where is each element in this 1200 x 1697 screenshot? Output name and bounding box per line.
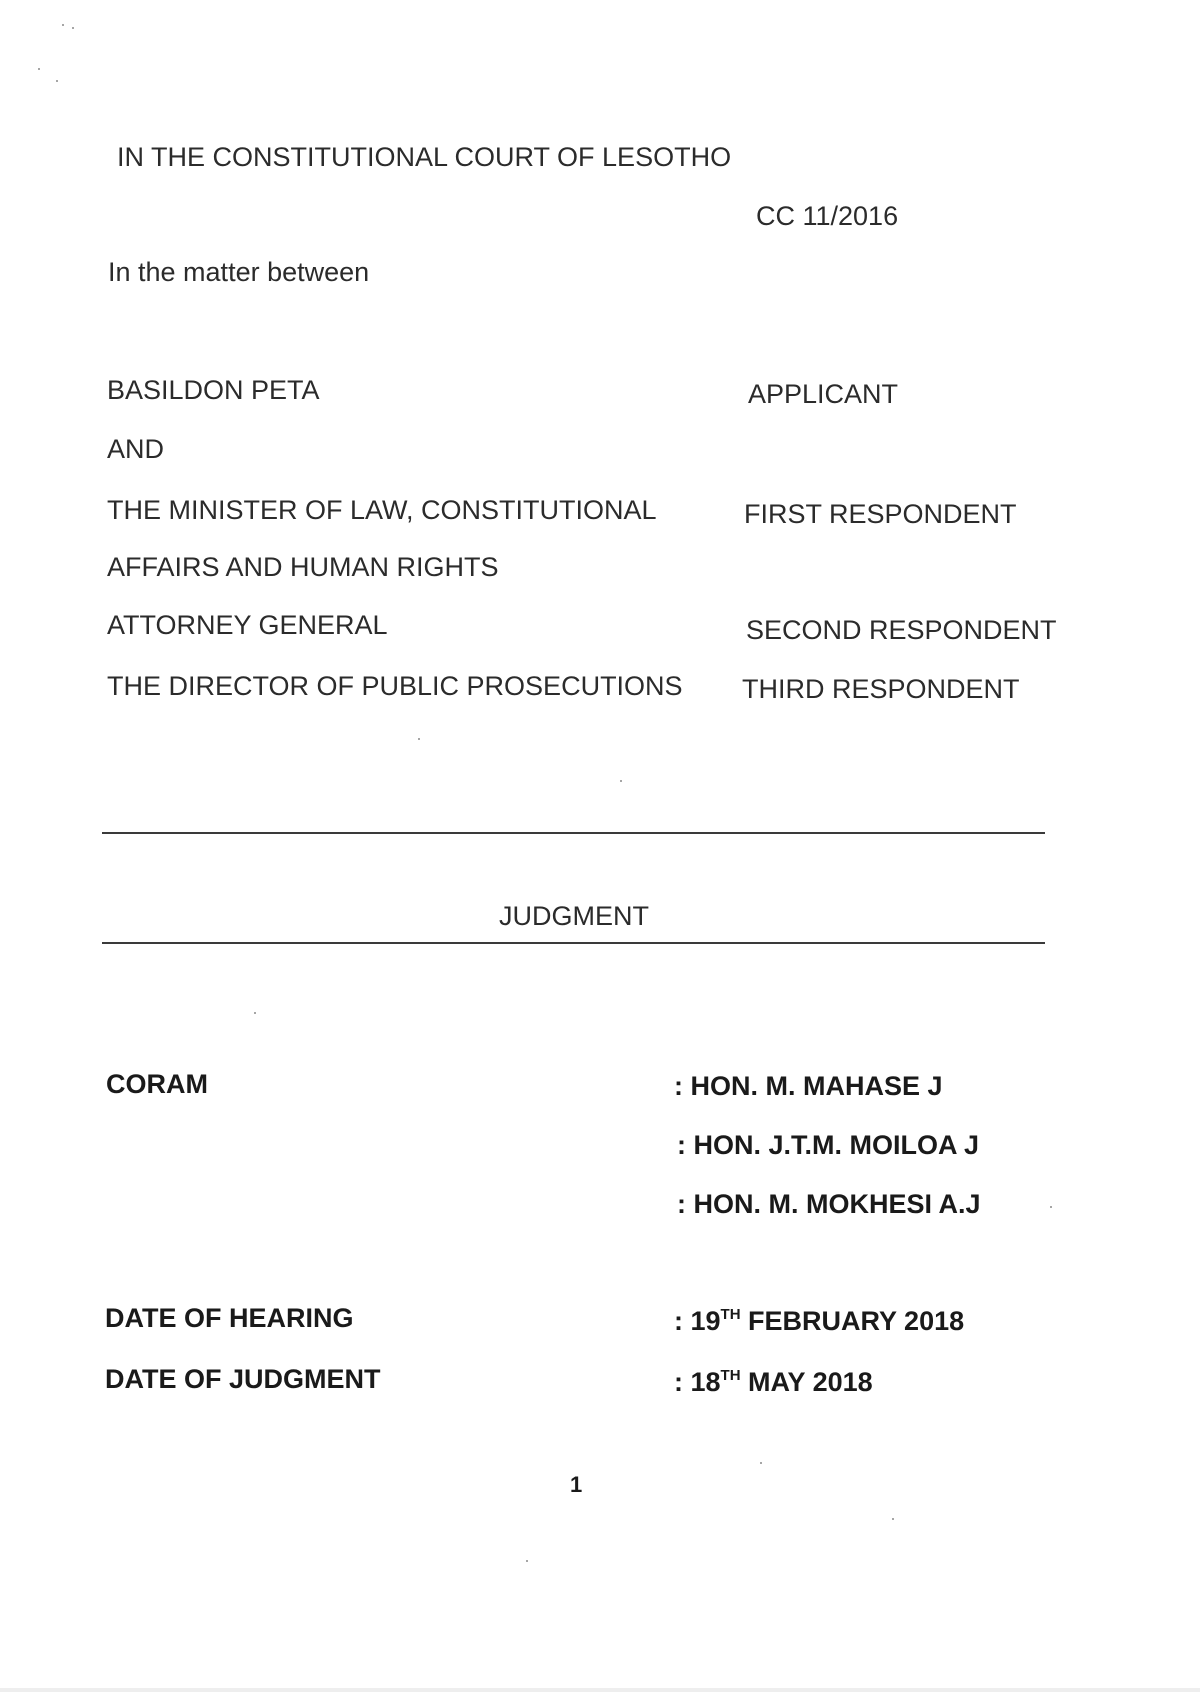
judgment-date-prefix: : 18 <box>674 1367 721 1397</box>
judgment-date-label: DATE OF JUDGMENT <box>105 1364 381 1394</box>
judgment-date-rest: MAY 2018 <box>740 1367 873 1397</box>
scan-speck <box>72 27 74 29</box>
judgment-date-ordinal: TH <box>720 1367 741 1384</box>
scan-speck <box>760 1462 762 1464</box>
coram-judge-1: : HON. M. MAHASE J <box>674 1071 943 1101</box>
hearing-date-rest: FEBRUARY 2018 <box>740 1306 965 1336</box>
coram-label: CORAM <box>106 1069 208 1099</box>
court-title: IN THE CONSTITUTIONAL COURT OF LESOTHO <box>117 142 732 172</box>
party-name-applicant: BASILDON PETA <box>107 375 320 405</box>
party-name-second-respondent: ATTORNEY GENERAL <box>107 610 388 640</box>
matter-intro: In the matter between <box>108 257 370 287</box>
coram-judge-2: : HON. J.T.M. MOILOA J <box>677 1130 980 1160</box>
party-role-third-respondent: THIRD RESPONDENT <box>742 674 1020 704</box>
party-name-third-respondent: THE DIRECTOR OF PUBLIC PROSECUTIONS <box>107 671 683 701</box>
party-role-first-respondent: FIRST RESPONDENT <box>744 499 1017 529</box>
scan-speck <box>56 80 58 82</box>
hearing-date-label: DATE OF HEARING <box>105 1303 354 1333</box>
party-role-second-respondent: SECOND RESPONDENT <box>746 615 1057 645</box>
scan-bottom-edge <box>0 1688 1200 1692</box>
scan-speck <box>526 1560 528 1562</box>
rule-below-heading <box>102 942 1045 944</box>
rule-above-heading <box>102 832 1045 834</box>
party-name-first-respondent-line1: THE MINISTER OF LAW, CONSTITUTIONAL <box>107 495 657 525</box>
judgment-heading: JUDGMENT <box>499 901 649 931</box>
party-role-applicant: APPLICANT <box>748 379 899 409</box>
case-number: CC 11/2016 <box>756 201 899 231</box>
scan-speck <box>38 68 40 70</box>
hearing-date-value <box>674 1305 964 1337</box>
party-name-first-respondent-line2: AFFAIRS AND HUMAN RIGHTS <box>107 552 499 582</box>
page-number: 1 <box>570 1472 583 1497</box>
hearing-date-ordinal: TH <box>720 1306 741 1323</box>
scan-speck <box>892 1518 894 1520</box>
scan-speck <box>1050 1206 1052 1208</box>
scan-speck <box>62 24 64 26</box>
coram-judge-3: : HON. M. MOKHESI A.J <box>677 1189 981 1219</box>
scan-speck <box>418 738 420 740</box>
judgment-date-value <box>674 1366 873 1398</box>
party-separator: AND <box>107 434 165 464</box>
scan-speck <box>620 780 622 782</box>
scan-speck <box>254 1012 256 1014</box>
hearing-date-prefix: : 19 <box>674 1306 721 1336</box>
